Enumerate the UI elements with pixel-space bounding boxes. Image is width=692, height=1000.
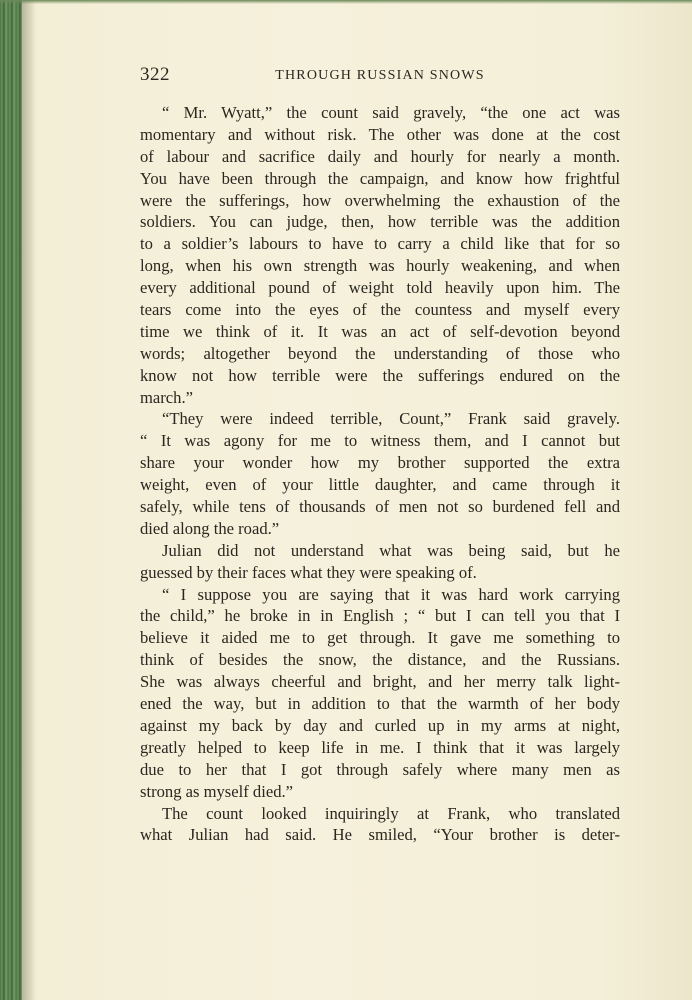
text-line: words; altogether beyond the understanding of those who <box>140 343 620 363</box>
text-line: were the sufferings, how overwhelming the exhaustion of the <box>140 190 620 210</box>
text-line: share your wonder how my brother supported the extra <box>140 453 620 473</box>
text-line: ened the way, but in addition to that the warmth of her body <box>140 694 620 714</box>
body-text <box>140 102 620 846</box>
text-line: “ It was agony for me to witness them, and I cannot but <box>140 431 620 451</box>
text-line: “ I suppose you are saying that it was hard work carrying <box>162 584 620 604</box>
text-line: march.” <box>140 387 193 407</box>
text-line: against my back by day and curled up in my arms at night, <box>140 715 620 735</box>
text-line: due to her that I got through safely where many men as <box>140 759 620 779</box>
text-line: the child,” he broke in in English ; “ but I can tell you that I <box>140 606 620 626</box>
text-line: time we think of it. It was an act of self-devotion beyond <box>140 321 620 341</box>
text-line: guessed by their faces what they were speaking of. <box>140 562 477 582</box>
running-title: THROUGH RUSSIAN SNOWS <box>275 68 485 83</box>
text-line: The count looked inquiringly at Frank, who translated <box>162 803 620 823</box>
text-line: “ Mr. Wyatt,” the count said gravely, “the one act was <box>162 103 620 122</box>
text-line: to a soldier’s labours to have to carry a child like that for so <box>140 234 620 254</box>
text-line: Julian did not understand what was being said, but he <box>162 540 620 560</box>
text-line: safely, while tens of thousands of men not so burdened fell and <box>140 497 620 517</box>
text-line: She was always cheerful and bright, and her merry talk light- <box>140 672 620 692</box>
gutter-shadow <box>22 0 36 1000</box>
page-top-edge <box>0 0 692 4</box>
text-line: died along the road.” <box>140 518 280 538</box>
text-line: of labour and sacrifice daily and hourly for nearly a month. <box>140 146 620 166</box>
text-line: long, when his own strength was hourly weakening, and when <box>140 256 620 276</box>
text-line: what Julian had said. He smiled, “Your brother is deter- <box>140 825 620 845</box>
text-line: You have been through the campaign, and know how frightful <box>140 168 620 188</box>
book-spine <box>0 0 22 1000</box>
text-line: know not how terrible were the sufferings endured on the <box>140 365 620 385</box>
text-line: believe it aided me to get through. It gave me something to <box>140 628 620 648</box>
page-number: 322 <box>140 64 170 85</box>
text-line: soldiers. You can judge, then, how terrible was the addition <box>140 212 620 232</box>
text-line: strong as myself died.” <box>140 781 293 801</box>
page-header <box>140 64 620 88</box>
text-line: weight, even of your little daughter, and came through it <box>140 475 620 495</box>
text-line: tears come into the eyes of the countess and myself every <box>140 300 620 320</box>
text-line: think of besides the snow, the distance, and the Russians. <box>140 650 620 670</box>
text-line: every additional pound of weight told heavily upon him. The <box>140 278 620 298</box>
text-line: momentary and without risk. The other was done at the cost <box>140 124 620 144</box>
text-line: “They were indeed terrible, Count,” Frank said gravely. <box>162 409 620 429</box>
text-line: greatly helped to keep life in me. I think that it was largely <box>140 737 620 757</box>
